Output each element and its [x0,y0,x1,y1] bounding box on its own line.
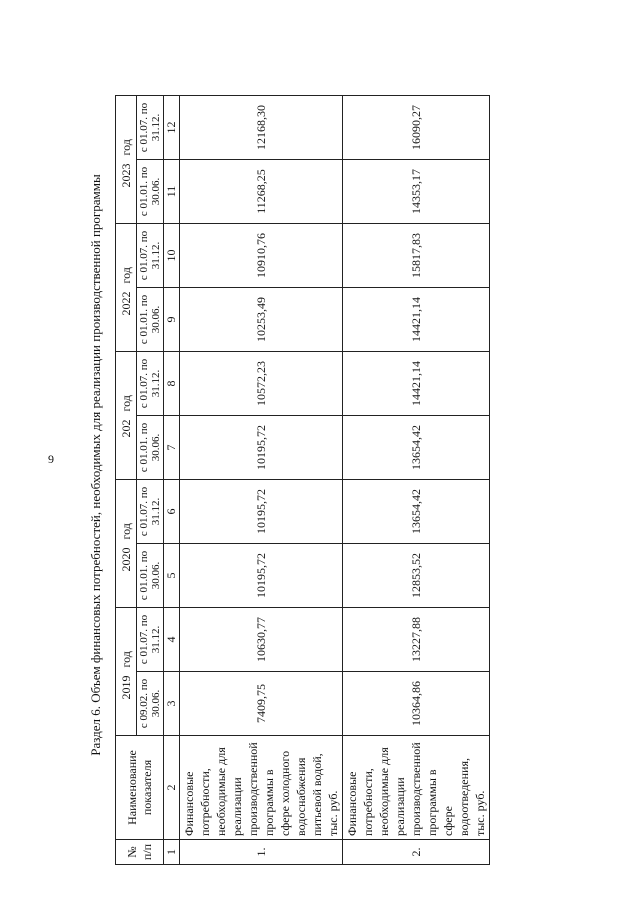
value-cell: 10910,76 [180,224,343,288]
value-cell: 10630,77 [180,608,343,672]
header-year-2023: 2023год [116,96,137,224]
value-cell: 10572,23 [180,352,343,416]
row-number: 2. [343,840,490,865]
column-number: 2 [164,736,180,840]
value-cell: 10364,86 [343,672,490,736]
value-cell: 10253,49 [180,288,343,352]
column-number: 3 [164,672,180,736]
period-cell: с 01.07. по 31.12. [137,608,164,672]
column-number: 9 [164,288,180,352]
column-number: 7 [164,416,180,480]
value-cell: 10195,72 [180,480,343,544]
column-number: 1 [164,840,180,865]
row-name: Финансовые потребности, необходимые для реализации производственной программы в сфере холодного водоснабжения питьевой водой, тыс. руб. [180,736,343,840]
value-cell: 10195,72 [180,416,343,480]
column-number: 12 [164,96,180,160]
period-cell: с 01.07. по 31.12. [137,352,164,416]
row-number: 1. [180,840,343,865]
value-cell: 12168,30 [180,96,343,160]
value-cell: 11268,25 [180,160,343,224]
header-year-2021: 202год [116,352,137,480]
header-year-2022: 2022год [116,224,137,352]
rotated-page-content [48,50,640,880]
value-cell: 14421,14 [343,352,490,416]
header-year-2020: 2020год [116,480,137,608]
header-name: Наименование показателя [116,736,164,840]
column-number: 11 [164,160,180,224]
value-cell: 15817,83 [343,224,490,288]
page-number: 9 [48,452,54,466]
period-cell: с 01.01. по 30.06. [137,288,164,352]
period-cell: с 01.07. по 31.12. [137,96,164,160]
value-cell: 14421,14 [343,288,490,352]
value-cell: 14353,17 [343,160,490,224]
period-cell: с 01.07. по 31.12. [137,224,164,288]
period-cell: с 01.01. по 30.06. [137,160,164,224]
header-year-2019: 2019год [116,608,137,736]
header-num: № п/п [116,840,164,865]
financial-needs-table [115,95,490,865]
header-row-years [116,96,137,865]
period-cell: с 09.02. по 30.06. [137,672,164,736]
value-cell: 10195,72 [180,544,343,608]
column-number: 4 [164,608,180,672]
value-cell: 12853,52 [343,544,490,608]
period-cell: с 01.07. по 31.12. [137,480,164,544]
value-cell: 13654,42 [343,416,490,480]
row-name: Финансовые потребности, необходимые для реализации производственной программы в сфере водоотведения, тыс. руб. [343,736,490,840]
column-number: 5 [164,544,180,608]
value-cell: 13654,42 [343,480,490,544]
header-row-column-numbers [164,96,180,865]
value-cell: 7409,75 [180,672,343,736]
column-number: 8 [164,352,180,416]
column-number: 10 [164,224,180,288]
table-row-water-supply [180,96,343,865]
period-cell: с 01.01. по 30.06. [137,416,164,480]
value-cell: 13227,88 [343,608,490,672]
column-number: 6 [164,480,180,544]
period-cell: с 01.01. по 30.06. [137,544,164,608]
value-cell: 16090,27 [343,96,490,160]
table-row-wastewater [343,96,490,865]
section-title: Раздел 6. Объем финансовых потребностей, необходимых для реализации производственной программы [88,174,103,756]
